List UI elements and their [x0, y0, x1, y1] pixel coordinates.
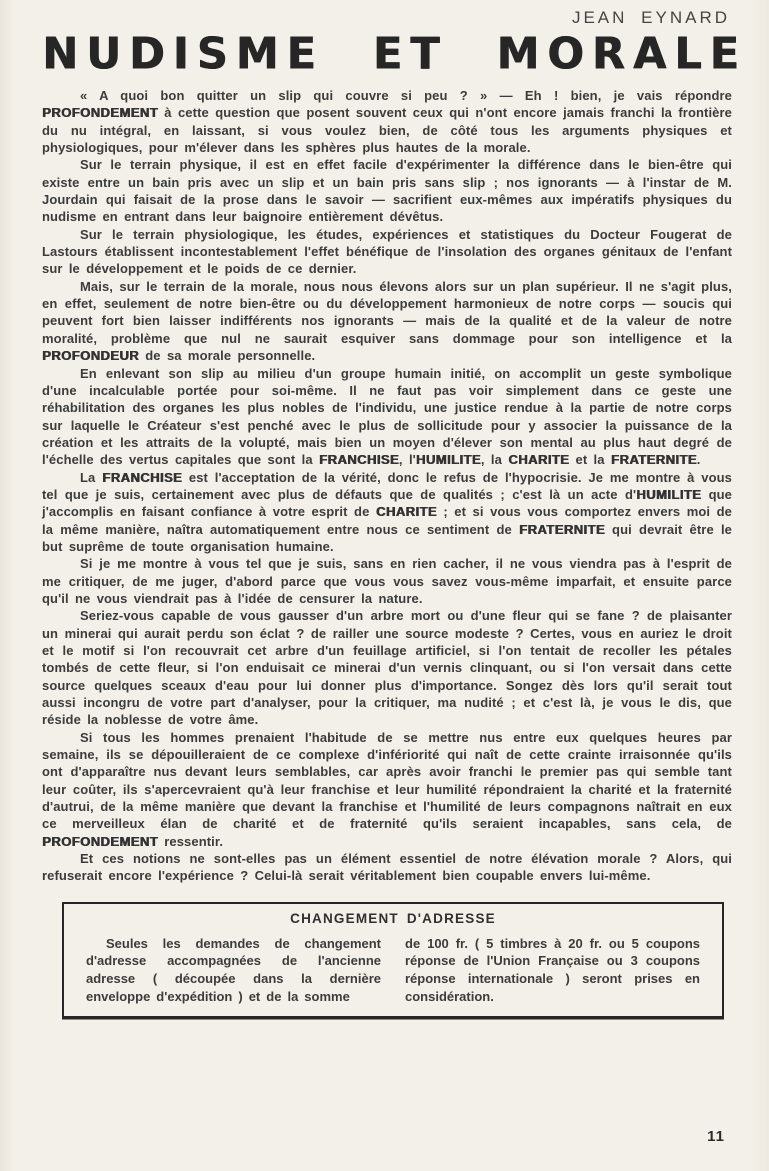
article-paragraph [42, 226, 732, 278]
emphasis-text: HUMILITE [636, 486, 702, 502]
emphasis-text: CHARITE [508, 452, 570, 468]
body-text: de sa morale personnelle. [138, 348, 316, 364]
body-text: qui devrait être le but suprême de toute organisation humaine. [42, 521, 733, 554]
body-text: et la [569, 452, 611, 468]
body-text: , l' [398, 452, 416, 468]
article-paragraph [42, 87, 732, 156]
body-text: , la [480, 452, 509, 468]
emphasis-text: FRATERNITE [610, 452, 697, 468]
emphasis-text: HUMILITE [415, 452, 481, 468]
emphasis-text: FRANCHISE [102, 469, 183, 485]
body-text: « A quoi bon quitter un slip qui couvre si peu ? » — Eh ! bien, je vais répondre [80, 88, 732, 103]
address-change-notice-box [62, 902, 724, 1018]
body-text: En enlevant son slip au milieu d'un groupe humain initié, on accomplit un geste symbolique d'une incalculable portée pour soi-même. Il ne faut pas voir simplement dans ce geste une réhabilitation des organes les plus nobles de l'individu, une justice rendue à la partie de notre corps sur laquelle le Créateur s'est penché avec le plus de sollicitude pour y associer la puissance de la création et les attraits de la volupté, mais bien un moyen d'élever son mental au plus haut degré de l'échelle des vertus capitales que sont la [42, 365, 732, 468]
emphasis-text: FRANCHISE [319, 452, 399, 468]
page-number: 11 [707, 1128, 725, 1145]
body-text: Si tous les hommes prenaient l'habitude de se mettre nus entre eux quelques heures par semaine, ils se dépouilleraient de ce complexe d'infériorité qui naît de cette crainte irraisonnée qu'ils ont d'apparaître nus devant leurs semblables, car après avoir franchi le premier pas qui semble tant leur coûter, ils s'apercevraient qu'à leur franchise et leur humilité répondraient la charité et la fraternité d'autrui, de la même manière que devant la franchise et l'humilité de leurs compagnons naîtrait en eux ce merveilleux élan de charité et de fraternité qu'ils seraient incapables, sans cela, de [42, 729, 732, 832]
body-text: Si je me montre à vous tel que je suis, sans en rien cacher, il ne vous viendra pas à l'esprit de me critiquer, de me juger, d'abord parce que vous vous savez vous-même imparfait, et ensuite parce qu'il ne vous viendrait pas à l'idée de censurer la nature. [42, 556, 732, 606]
emphasis-text: PROFONDEMENT [42, 105, 158, 121]
body-text: ressentir. [157, 833, 224, 849]
body-text: . [696, 452, 701, 468]
body-text: Sur le terrain physique, il est en effet facile d'expérimenter la différence dans le bien-être qui existe entre un bain pris avec un slip et un bain pris sans slip ; nos ignorants — à l'instar de M. Jourdain qui faisait de la prose dans le savoir — sacrifient eux-mêmes aux impératifs physiques du nudisme en entrant dans leur baignoire entièrement dévêtus. [42, 157, 732, 225]
body-text: La [80, 469, 103, 485]
article-paragraph [42, 729, 732, 850]
body-text: ; et si vous vous comportez envers moi de la même manière, naîtra automatiquement entre nous ce sentiment de [42, 504, 732, 537]
notice-columns [86, 935, 700, 1005]
author-byline: JEAN EYNARD [571, 8, 730, 27]
body-text: Seriez-vous capable de vous gausser d'un arbre mort ou d'une fleur qui se fane ? de plaisanter un minerai qui aurait perdu son éclat ? de railler une source modeste ? Certes, vous en auriez le droit et le motif si l'on recouvrait cet arbre d'un feuillage artificiel, si l'on tentait de recoller les pétales tombés de cette fleur, si l'on enduisait ce minerai d'un vernis clinquant, ou si l'on versait dans cette source quelques sceaux d'eau pour lui donner plus d'importance. Songez dès lors qu'il serait tout aussi incongru de votre part d'analyser, pour la critiquer, ma nudité ; et c'est là, je vous le dis, que réside la noblesse de votre âme. [42, 608, 732, 728]
body-text: Sur le terrain physiologique, les études, expériences et statistiques du Docteur Fougerat de Lastours établissent incontestablement l'effet bénéfique de l'insolation des organes génitaux de l'enfant sur le développement et le poids de ce dernier. [42, 226, 732, 277]
body-text: Et ces notions ne sont-elles pas un élément essentiel de notre élévation morale ? Alors, qui refuserait encore l'expérience ? Celui-là serait véritablement bien coupable envers lui-même. [42, 851, 732, 884]
article-paragraph [42, 365, 732, 469]
emphasis-text: CHARITE [375, 504, 437, 520]
notice-column-right: de 100 fr. ( 5 timbres à 20 fr. ou 5 coupons réponse de l'Union Française ou 3 coupons réponse internationale ) seront prises en considération. [405, 935, 700, 1004]
notice-title: CHANGEMENT D'ADRESSE [290, 910, 496, 926]
article-title: NUDISME ET MORALE [42, 28, 747, 80]
body-text: est l'acceptation de la vérité, donc le refus de l'hypocrisie. Je me montre à vous tel que je suis, certainement avec plus de défauts que de qualités ; c'est là un acte d' [42, 469, 732, 502]
article-paragraph [42, 607, 732, 728]
article-paragraph [42, 278, 732, 365]
emphasis-text: PROFONDEUR [42, 348, 139, 364]
emphasis-text: FRATERNITE [519, 521, 605, 537]
article-paragraph [42, 850, 732, 885]
notice-column-left: Seules les demandes de changement d'adresse accompagnées de l'ancienne adresse ( découpée dans la dernière enveloppe d'expédition ) et de la somme [86, 935, 381, 1004]
article-paragraph [42, 555, 732, 607]
article-paragraph [42, 469, 732, 556]
article-paragraph [42, 156, 732, 225]
body-text: que j'accomplis en faisant confiance à votre esprit de [42, 486, 732, 520]
body-text: à cette question que posent souvent ceux qui n'ont encore jamais franchi la frontière du nu intégral, en laissant, si vous voulez bien, de côté tous les arguments physiques et physiologiques, pour m'élever dans les sphères plus hautes de la morale. [42, 105, 732, 156]
body-text: Mais, sur le terrain de la morale, nous nous élevons alors sur un plan supérieur. Il ne s'agit plus, en effet, seulement de notre bien-être ou du développement harmonieux de notre corps — soucis qui peuvent fort bien laisser indifférents nos ignorants — mais de la qualité et de la valeur de notre moralité, problème que nul ne saurait esquiver sans dommage pour son intelligence et la [42, 278, 732, 346]
emphasis-text: PROFONDEMENT [42, 833, 158, 849]
article-body [42, 87, 732, 885]
